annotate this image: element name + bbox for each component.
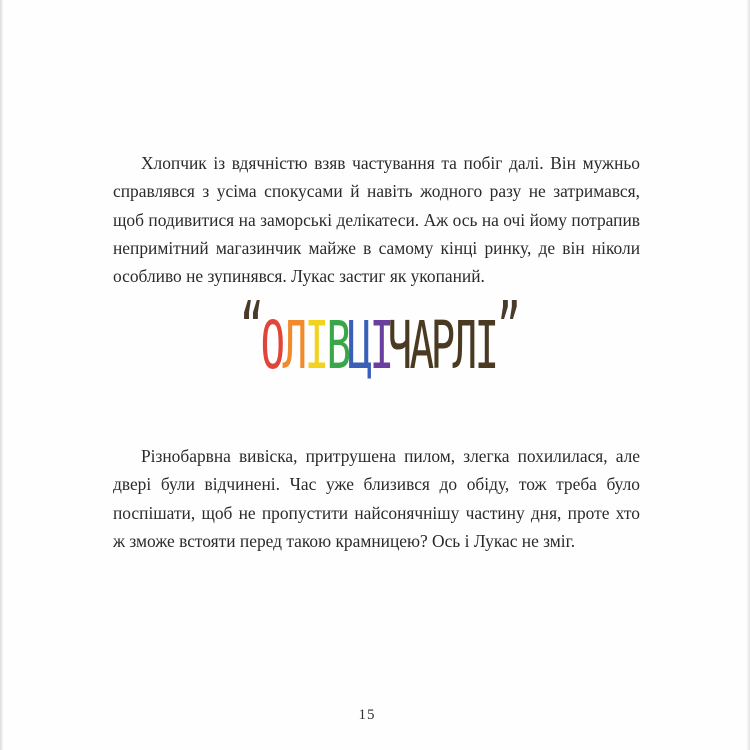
page-number: 15 (358, 707, 376, 723)
sign-letter: В (326, 307, 351, 384)
paragraph-1: Хлопчик із вдячністю взяв частування та побіг далі. Він мужньо справлявся з усіма спокусами й навіть жодного разу не затримався, щоб подивитися на заморські делікатеси. Аж ось на очі йому потрапив непримітний магазинчик майже в самому кінці ринку, де він ніколи особливо не зупинявся. Лукас застиг як укопаний. (113, 153, 640, 287)
sign-letter: Р (430, 307, 456, 384)
page-left-edge (0, 0, 3, 750)
sign-letter: Л (282, 307, 308, 384)
sign-letter: І (304, 307, 330, 384)
sign-open-quote: “ (239, 289, 264, 366)
sign-letter: Л (452, 307, 478, 384)
sign-letter: О (260, 307, 286, 384)
sign-letter: А (409, 307, 434, 384)
sign-close-quote: ” (496, 289, 521, 366)
sign-letter: І (369, 307, 395, 384)
sign-letter: Ц (347, 307, 373, 384)
paragraph-2: Різнобарвна вивіска, притрушена пилом, злегка похилилася, але двері були відчинені. Час уже близився до обіду, тож треба було поспішати, щоб не пропустити найсонячнішу частину дня, проте хто ж зможе встояти перед такою крамницею? Ось і Лукас не зміг. (113, 446, 640, 551)
sign-letter: Ч (387, 307, 413, 384)
shop-sign-title (160, 289, 600, 396)
sign-letter: І (474, 307, 500, 384)
